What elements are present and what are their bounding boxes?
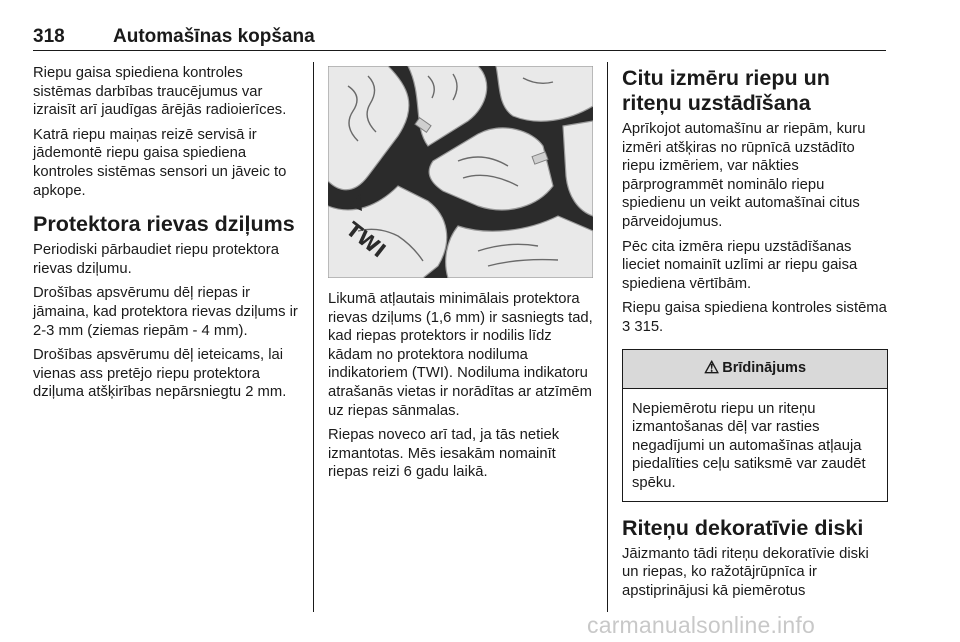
page-header bbox=[33, 22, 886, 52]
paragraph: Riepu gaisa spiediena kontroles sistēma 3 315. bbox=[622, 300, 887, 335]
column-3 bbox=[622, 64, 888, 606]
page-number: 318 bbox=[33, 26, 65, 47]
paragraph: Riepu gaisa spiediena kontroles sistēmas darbības traucējumus var izraisīt arī jaudīgas ārējās radioierīces. bbox=[33, 65, 287, 119]
column-1 bbox=[33, 64, 299, 408]
section-heading: Protektora rievas dziļums bbox=[33, 212, 295, 237]
watermark: carmanualsonline.info bbox=[587, 612, 815, 638]
header-rule bbox=[33, 50, 886, 51]
chapter-title: Automašīnas kopšana bbox=[113, 26, 315, 47]
page-reference-arrow-icon: 3 bbox=[622, 318, 631, 335]
section-heading: Citu izmēru riepu un riteņu uzstādīšana bbox=[622, 66, 830, 115]
paragraph: Aprīkojot automašīnu ar riepām, kuru izmēri atšķiras no rūpnīcā uzstādīto riepu izmēriem, var nākties pārprogrammēt nominālo riepu spiedienu un veikt automašīnai citus pārveidojumus. bbox=[622, 121, 866, 230]
section-heading: Riteņu dekoratīvie diski bbox=[622, 515, 864, 540]
paragraph: Drošības apsvērumu dēļ riepas ir jāmaina, kad protektora rievas dziļums ir 2-3 mm (ziemas riepām - 4 mm). bbox=[33, 285, 298, 339]
warning-title: Brīdinājums bbox=[722, 360, 807, 377]
paragraph: Katrā riepu maiņas reizē servisā ir jādemontē riepu gaisa spiediena kontroles sistēmas sensori un jāveic to apkope. bbox=[33, 126, 287, 199]
tire-tread-illustration bbox=[328, 66, 593, 278]
warning-header bbox=[623, 350, 887, 389]
page-reference[interactable]: 315. bbox=[634, 318, 664, 335]
warning-triangle-icon: ⚠ bbox=[703, 358, 720, 378]
paragraph: Jāizmanto tādi riteņu dekoratīvie diski un riepas, ko ražotājrūpnīca ir apstiprinājusi kā piemērotus bbox=[622, 545, 869, 599]
column-2 bbox=[328, 290, 594, 488]
column-divider-2 bbox=[607, 62, 608, 612]
paragraph: Drošības apsvērumu dēļ ieteicams, lai vienas ass pretējo riepu protektora dziļuma atšķirības nepārsniegtu 2 mm. bbox=[33, 347, 287, 401]
warning-box bbox=[622, 349, 888, 502]
paragraph: Likumā atļautais minimālais protektora rievas dziļums (1,6 mm) ir sasniegts tad, kad riepas protektors ir nodilis līdz kādam no protektora nodiluma indikatoriem (TWI). Nodiluma indikatoru atrašanās vietas ir norādītas ar atzīmēm uz riepas sānmalas. bbox=[328, 291, 593, 419]
paragraph: Periodiski pārbaudiet riepu protektora rievas dziļumu. bbox=[33, 242, 279, 277]
column-divider-1 bbox=[313, 62, 314, 612]
warning-text: Nepiemērotu riepu un riteņu izmantošanas dēļ var rasties negadījumi un automašīnas atļauja piedalīties ceļu satiksmē var zaudēt spēku. bbox=[632, 400, 866, 491]
paragraph: Riepas noveco arī tad, ja tās netiek izmantotas. Mēs iesakām nomainīt riepas reizi 6 gadu laikā. bbox=[328, 427, 560, 481]
twi-label: TWI bbox=[341, 216, 391, 263]
paragraph: Pēc cita izmēra riepu uzstādīšanas lieciet nomainīt uzlīmi ar riepu gaisa spiediena vērtībām. bbox=[622, 238, 858, 292]
